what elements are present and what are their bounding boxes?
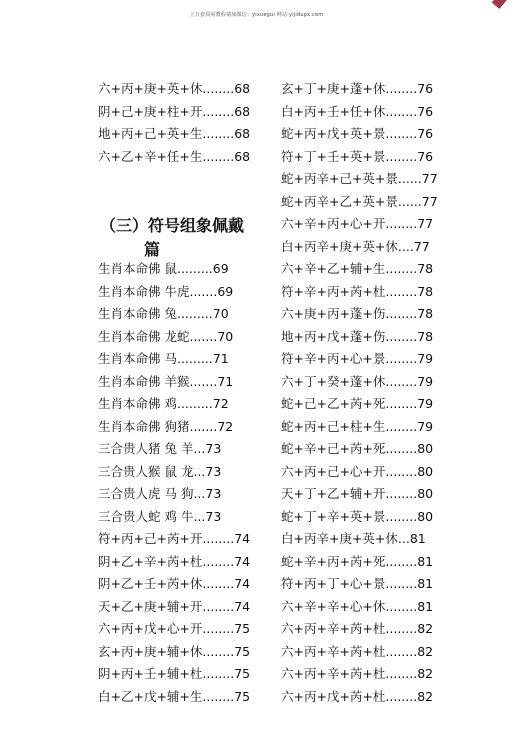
toc-entry xyxy=(98,438,250,461)
toc-entry-page: 72 xyxy=(217,418,234,434)
toc-left-top-column xyxy=(98,78,268,168)
toc-entry-title: 蛇+丙辛+己+英+景 xyxy=(281,171,398,186)
toc-entry xyxy=(281,213,434,236)
toc-entry xyxy=(281,78,434,101)
toc-entry xyxy=(281,348,434,371)
toc-entry-title: 六+丙+戊+芮+杜 xyxy=(281,688,386,704)
toc-entry xyxy=(281,146,434,169)
toc-entry xyxy=(98,281,250,304)
toc-entry-page: 81 xyxy=(409,531,426,546)
toc-entry-page: 80 xyxy=(417,486,434,501)
toc-entry-leader: ........ xyxy=(385,486,418,501)
toc-entry-page: 81 xyxy=(417,576,434,591)
toc-entry-leader: ... xyxy=(193,463,206,479)
toc-entry xyxy=(281,506,434,529)
toc-entry-leader: ... xyxy=(193,441,206,456)
toc-entry-title: 生肖本命佛 羊猴 xyxy=(98,373,190,389)
toc-entry-leader: ........ xyxy=(385,328,418,344)
toc-entry xyxy=(98,101,268,124)
toc-entry-title: 生肖本命佛 鼠 xyxy=(98,261,177,276)
toc-entry-title: 六+乙+辛+任+生 xyxy=(98,148,203,164)
toc-entry-page: 75 xyxy=(234,621,251,636)
toc-entry-title: 蛇+辛+丙+芮+死 xyxy=(281,553,386,569)
toc-entry xyxy=(281,596,434,619)
toc-entry-leader: ........ xyxy=(202,666,235,681)
toc-entry-leader: ....... xyxy=(189,418,218,434)
toc-entry-title: 符+丙+己+芮+开 xyxy=(98,531,203,546)
toc-entry-title: 白+乙+戊+辅+生 xyxy=(98,688,203,704)
toc-entry-page: 77 xyxy=(421,171,438,186)
toc-entry-page: 69 xyxy=(212,261,229,276)
toc-entry-title: 阴+乙+辛+芮+杜 xyxy=(98,553,203,569)
toc-left-bottom-column xyxy=(98,258,250,708)
toc-entry-page: 76 xyxy=(417,126,434,141)
toc-entry-leader: ...... xyxy=(397,171,422,186)
toc-entry-title: 天+乙+庚+辅+开 xyxy=(98,598,203,614)
toc-entry-page: 77 xyxy=(413,238,430,254)
toc-entry-leader: ........ xyxy=(202,688,235,704)
toc-entry-page: 81 xyxy=(417,598,434,614)
toc-entry-title: 阴+己+庚+柱+开 xyxy=(98,103,203,119)
toc-entry-page: 78 xyxy=(417,306,434,321)
toc-entry-leader: ........ xyxy=(385,418,418,434)
toc-entry-leader: ......... xyxy=(176,396,213,411)
toc-entry-title: 六+辛+乙+辅+生 xyxy=(281,261,386,276)
toc-entry-title: 阴+乙+壬+芮+休 xyxy=(98,576,203,591)
toc-entry-title: 六+丁+癸+蓬+休 xyxy=(281,373,386,389)
toc-entry-title: 地+丙+己+英+生 xyxy=(98,126,203,141)
toc-entry-page: 68 xyxy=(234,148,251,164)
toc-entry xyxy=(281,123,434,146)
toc-entry-page: 78 xyxy=(417,261,434,276)
toc-entry-title: 符+丁+壬+英+景 xyxy=(281,148,386,164)
toc-entry xyxy=(98,573,250,596)
toc-entry-title: 天+丁+乙+辅+开 xyxy=(281,486,386,501)
toc-entry-leader: ........ xyxy=(385,373,418,389)
toc-entry xyxy=(98,371,250,394)
toc-entry-title: 六+丙+辛+芮+杜 xyxy=(281,666,386,681)
section-title-line1: （三）符号组象佩戴 xyxy=(100,216,245,235)
toc-entry xyxy=(98,326,250,349)
toc-entry-page: 79 xyxy=(417,351,434,366)
toc-entry xyxy=(98,303,250,326)
toc-entry-leader: ........ xyxy=(385,126,418,141)
toc-entry-title: 六+丙+辛+芮+杜 xyxy=(281,643,386,659)
toc-entry-leader: ........ xyxy=(385,621,418,636)
toc-entry-leader: ........ xyxy=(385,688,418,704)
toc-entry xyxy=(98,663,250,686)
toc-entry-page: 82 xyxy=(417,621,434,636)
toc-entry-page: 72 xyxy=(212,396,229,411)
toc-entry-leader: ........ xyxy=(202,621,235,636)
toc-entry-leader: ........ xyxy=(385,553,418,569)
toc-entry-title: 地+丙+戊+蓬+伤 xyxy=(281,328,386,344)
toc-entry-title: 玄+丁+庚+蓬+休 xyxy=(281,81,386,96)
toc-entry-page: 80 xyxy=(417,508,434,524)
toc-entry xyxy=(98,258,250,281)
toc-entry-title: 蛇+丁+辛+英+景 xyxy=(281,508,386,524)
toc-entry-leader: ........ xyxy=(202,598,235,614)
toc-entry-page: 71 xyxy=(217,373,234,389)
toc-entry-title: 蛇+丙+己+柱+生 xyxy=(281,418,386,434)
toc-entry-page: 71 xyxy=(212,351,229,366)
toc-entry xyxy=(281,551,434,574)
toc-entry-title: 蛇+丙+戊+英+景 xyxy=(281,126,386,141)
toc-entry-page: 74 xyxy=(234,553,251,569)
toc-entry-title: 蛇+辛+己+芮+死 xyxy=(281,441,386,456)
toc-entry-leader: ... xyxy=(193,508,206,524)
toc-entry xyxy=(98,551,250,574)
toc-entry xyxy=(281,303,434,326)
toc-entry-page: 80 xyxy=(417,463,434,479)
section-title-line2: 篇 xyxy=(144,240,161,259)
toc-entry-page: 80 xyxy=(417,441,434,456)
toc-entry xyxy=(281,258,434,281)
toc-entry xyxy=(281,663,434,686)
toc-entry-page: 75 xyxy=(234,688,251,704)
toc-entry xyxy=(98,146,268,169)
toc-entry-leader: ........ xyxy=(202,553,235,569)
toc-entry-leader: .... xyxy=(397,238,414,254)
toc-entry-leader: ........ xyxy=(202,126,235,141)
toc-entry xyxy=(98,596,250,619)
toc-entry-leader: ........ xyxy=(385,148,418,164)
section-heading xyxy=(100,214,260,262)
toc-entry-leader: ....... xyxy=(189,283,218,299)
toc-entry xyxy=(281,618,434,641)
toc-entry-title: 符+辛+丙+心+景 xyxy=(281,351,386,366)
toc-entry-title: 三合贵人虎 马 狗 xyxy=(98,486,194,501)
toc-entry xyxy=(98,528,250,551)
toc-entry-leader: ........ xyxy=(202,103,235,119)
toc-entry-leader: ........ xyxy=(202,531,235,546)
toc-entry-page: 76 xyxy=(417,81,434,96)
toc-entry-leader: ........ xyxy=(385,576,418,591)
toc-entry-leader: ........ xyxy=(385,598,418,614)
toc-entry xyxy=(98,78,268,101)
toc-entry-leader: ........ xyxy=(385,666,418,681)
toc-entry-page: 79 xyxy=(417,418,434,434)
toc-entry-leader: ........ xyxy=(385,508,418,524)
toc-entry-title: 白+丙+壬+任+休 xyxy=(281,103,386,119)
toc-entry-page: 76 xyxy=(417,148,434,164)
toc-entry-leader: ......... xyxy=(176,261,213,276)
toc-entry-page: 70 xyxy=(217,328,234,344)
toc-entry-leader: ........ xyxy=(202,81,235,96)
toc-entry-title: 三合贵人猪 兔 羊 xyxy=(98,441,194,456)
toc-entry-leader: ........ xyxy=(385,643,418,659)
toc-entry-page: 73 xyxy=(205,508,222,524)
toc-entry-leader: ........ xyxy=(385,463,418,479)
toc-entry-title: 生肖本命佛 龙蛇 xyxy=(98,328,190,344)
toc-entry-page: 78 xyxy=(417,283,434,299)
toc-entry-title: 六+辛+辛+心+休 xyxy=(281,598,386,614)
toc-entry-page: 78 xyxy=(417,328,434,344)
toc-entry-leader: ....... xyxy=(189,373,218,389)
toc-entry-title: 六+辛+丙+心+开 xyxy=(281,216,386,231)
toc-entry xyxy=(98,506,250,529)
toc-entry xyxy=(281,326,434,349)
toc-entry xyxy=(281,686,434,709)
toc-entry-page: 81 xyxy=(417,553,434,569)
toc-entry-leader: ........ xyxy=(385,103,418,119)
toc-entry-title: 六+丙+辛+芮+杜 xyxy=(281,621,386,636)
toc-entry-page: 77 xyxy=(417,216,434,231)
toc-entry xyxy=(98,348,250,371)
toc-entry-title: 六+丙+庚+英+休 xyxy=(98,81,203,96)
toc-entry-title: 六+丙+己+心+开 xyxy=(281,463,386,479)
toc-entry xyxy=(281,528,431,551)
toc-entry-title: 白+丙辛+庚+英+休 xyxy=(281,238,398,254)
toc-entry-leader: ........ xyxy=(385,261,418,276)
toc-entry-leader: ........ xyxy=(202,148,235,164)
toc-entry-leader: ........ xyxy=(385,306,418,321)
toc-entry-leader: ......... xyxy=(176,306,213,321)
toc-entry-page: 74 xyxy=(234,598,251,614)
toc-entry-title: 三合贵人猴 鼠 龙 xyxy=(98,463,194,479)
toc-entry-title: 生肖本命佛 马 xyxy=(98,351,177,366)
toc-entry-page: 76 xyxy=(417,103,434,119)
toc-entry xyxy=(281,393,434,416)
toc-entry xyxy=(281,483,434,506)
toc-entry-leader: ........ xyxy=(385,283,418,299)
toc-entry-page: 82 xyxy=(417,688,434,704)
toc-entry-title: 符+辛+丙+芮+杜 xyxy=(281,283,386,299)
toc-entry-page: 75 xyxy=(234,666,251,681)
toc-entry-page: 73 xyxy=(205,463,222,479)
toc-entry-leader: ........ xyxy=(385,441,418,456)
toc-entry xyxy=(281,371,434,394)
toc-entry-leader: ........ xyxy=(385,396,418,411)
toc-entry-leader: ...... xyxy=(397,193,422,209)
toc-entry xyxy=(281,461,434,484)
toc-entry-leader: ....... xyxy=(189,328,218,344)
toc-entry-page: 74 xyxy=(234,576,251,591)
toc-entry-leader: ........ xyxy=(202,576,235,591)
toc-right-column xyxy=(281,78,438,708)
toc-entry xyxy=(281,416,434,439)
toc-entry-leader: ........ xyxy=(385,81,418,96)
toc-entry-page: 70 xyxy=(212,306,229,321)
toc-entry-title: 生肖本命佛 牛虎 xyxy=(98,283,190,299)
toc-entry xyxy=(281,281,434,304)
toc-entry-title: 符+丙+丁+心+景 xyxy=(281,576,386,591)
page-header-note: 上万套周易教程请加微信：yixuegui 网站:yijidupx.com xyxy=(189,12,324,18)
toc-entry-title: 蛇+己+乙+芮+死 xyxy=(281,396,386,411)
toc-entry xyxy=(281,236,431,259)
toc-entry-title: 六+庚+丙+蓬+伤 xyxy=(281,306,386,321)
toc-entry xyxy=(281,191,438,214)
toc-entry-leader: ... xyxy=(193,486,206,501)
toc-entry-title: 生肖本命佛 鸡 xyxy=(98,396,177,411)
toc-entry-page: 75 xyxy=(234,643,251,659)
toc-entry-page: 79 xyxy=(417,373,434,389)
toc-entry xyxy=(281,438,434,461)
toc-entry-leader: ......... xyxy=(176,351,213,366)
toc-entry xyxy=(98,618,250,641)
toc-entry xyxy=(98,483,250,506)
toc-entry-page: 69 xyxy=(217,283,234,299)
toc-entry-page: 82 xyxy=(417,643,434,659)
toc-entry-leader: ........ xyxy=(385,351,418,366)
toc-entry-page: 68 xyxy=(234,126,251,141)
toc-entry-title: 蛇+丙辛+乙+英+景 xyxy=(281,193,398,209)
toc-entry xyxy=(98,416,250,439)
toc-entry xyxy=(98,393,250,416)
toc-entry xyxy=(281,641,434,664)
toc-entry-leader: ........ xyxy=(202,643,235,659)
toc-entry-page: 73 xyxy=(205,486,222,501)
toc-entry xyxy=(98,641,250,664)
toc-entry-page: 82 xyxy=(417,666,434,681)
toc-entry-page: 74 xyxy=(234,531,251,546)
toc-entry-title: 玄+丙+庚+辅+休 xyxy=(98,643,203,659)
toc-entry-title: 白+丙辛+庚+英+休 xyxy=(281,531,398,546)
toc-entry xyxy=(281,573,434,596)
toc-entry-page: 68 xyxy=(234,103,251,119)
toc-entry-title: 生肖本命佛 兔 xyxy=(98,306,177,321)
toc-entry xyxy=(281,168,438,191)
toc-entry xyxy=(98,123,268,146)
toc-entry-page: 73 xyxy=(205,441,222,456)
toc-entry xyxy=(98,461,250,484)
toc-entry-title: 阴+丙+壬+辅+杜 xyxy=(98,666,203,681)
toc-entry xyxy=(98,686,250,709)
toc-entry-leader: ........ xyxy=(385,216,418,231)
toc-entry-leader: ... xyxy=(397,531,410,546)
toc-entry-page: 68 xyxy=(234,81,251,96)
toc-entry-title: 六+丙+戊+心+开 xyxy=(98,621,203,636)
toc-entry-page: 77 xyxy=(421,193,438,209)
toc-entry xyxy=(281,101,434,124)
toc-entry-title: 生肖本命佛 狗猪 xyxy=(98,418,190,434)
toc-entry-page: 79 xyxy=(417,396,434,411)
page-corner-tab xyxy=(491,0,513,22)
toc-entry-title: 三合贵人蛇 鸡 牛 xyxy=(98,508,194,524)
